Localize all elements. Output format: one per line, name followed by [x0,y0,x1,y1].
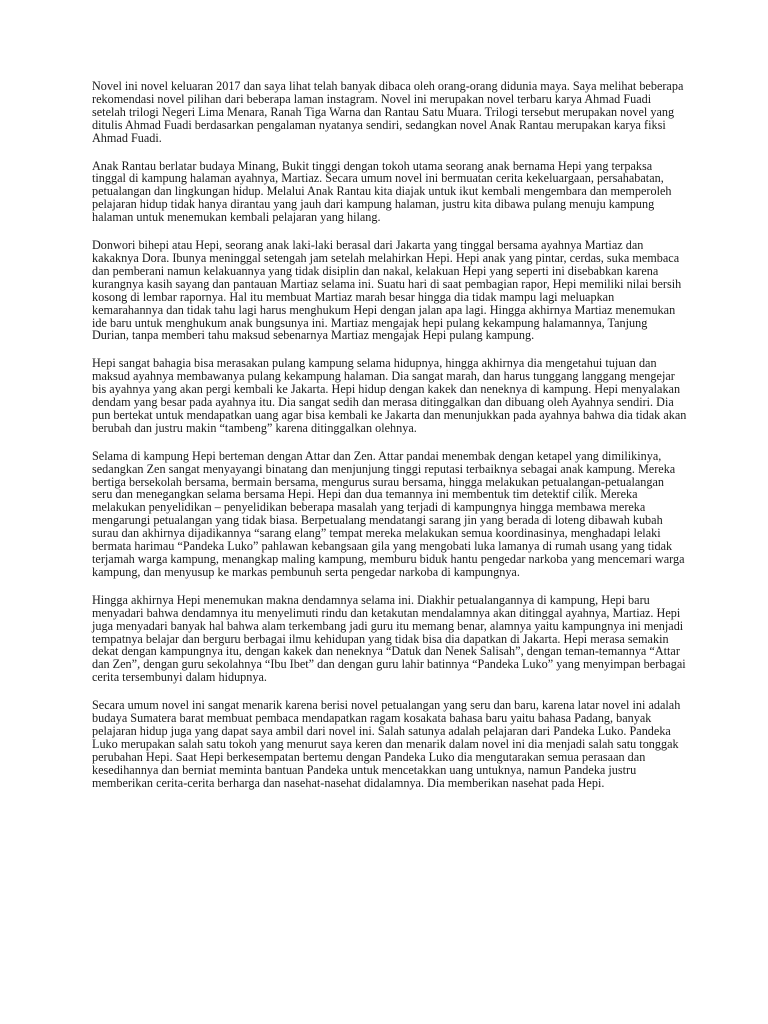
paragraph-hepi-background: Donwori bihepi atau Hepi, seorang anak laki-laki berasal dari Jakarta yang tinggal bersama ayahnya Martiaz dan kakaknya Dora. Ibunya meninggal setengah jam setelah melahirkan Hepi. Hepi anak yang pintar, cerdas, suka membaca dan pemberani namun kelakuannya yang tidak disiplin dan nakal, kelakuan Hepi yang seperti ini disebabkan karena kurangnya kasih sayang dan pantauan Martiaz selama ini. Suatu hari di saat pembagian rapor, Hepi memiliki nilai bersih kosong di lembar rapornya. Hal itu membuat Martiaz marah besar hingga dia tidak mampu lagi meluapkan kemarahannya dan tidak tahu lagi harus menghukum Hepi dengan jalan apa lagi. Hingga akhirnya Martiaz menemukan ide baru untuk menghukum anak bungsunya ini. Martiaz mengajak hepi pulang kekampung halamannya, Tanjung Durian, tanpa memberi tahu maksud sebenarnya Martiaz mengajak Hepi pulang kampung. [92,238,682,343]
paragraph-setting: Anak Rantau berlatar budaya Minang, Bukit tinggi dengan tokoh utama seorang anak bernama Hepi yang terpaksa tinggal di kampung halaman ayahnya, Martiaz. Secara umum novel ini bermuatan cerita kekeluargaan, persahabatan, petualangan dan lingkungan hidup. Melalui Anak Rantau kita diajak untuk ikut kembali mengembara dan memperoleh pelajaran hidup tidak hanya dirantau yang jauh dari kampung halaman, justru kita dibawa pulang menuju kampung halaman untuk menemukan kembali pelajaran yang hilang. [92,158,672,225]
paragraph-intro: Novel ini novel keluaran 2017 dan saya lihat telah banyak dibaca oleh orang-orang didunia maya. Saya melihat beberapa rekomendasi novel pilihan dari beberapa laman instagram. Novel ini merupakan novel terbaru karya Ahmad Fuadi setelah trilogi Negeri Lima Menara, Ranah Tiga Warna dan Rantau Satu Muara. Trilogi tersebut merupakan novel yang ditulis Ahmad Fuadi berdasarkan pengalaman nyatanya sendiri, sedangkan novel Anak Rantau merupakan karya fiksi Ahmad Fuadi. [92,79,684,145]
paragraph-realization: Hingga akhirnya Hepi menemukan makna dendamnya selama ini. Diakhir petualangannya di kampung, Hepi baru menyadari bahwa dendamnya itu menyelimuti rindu dan ketakutan mendalamnya akan ditinggal ayahnya, Martiaz. Hepi juga menyadari banyak hal bahwa alam terkembang jadi guru itu memang benar, alamnya yaitu kampungnya ini menjadi tempatnya belajar dan berguru berbagai ilmu kehidupan yang tidak bisa dia dapatkan di Jakarta. Hepi merasa semakin dekat dengan kampungnya itu, dengan kakek dan neneknya “Datuk dan Nenek Salisah”, dengan teman-temannya “Attar dan Zen”, dengan guru sekolahnya “Ibu Ibet” dan dengan guru lahir batinnya “Pandeka Luko” yang menyimpan berbagai cerita tersembunyi dalam hidupnya. [92,592,686,685]
paragraph-friends-adventures: Selama di kampung Hepi berteman dengan Attar dan Zen. Attar pandai menembak dengan ketapel yang dimilikinya, sedangkan Zen sangat menyayangi binatang dan menjunjung tinggi reputasi terbaiknya sebagai anak kampung. Mereka bertiga bersekolah bersama, bermain bersama, mengurus surau bersama, hingga melakukan petualangan-petualangan seru dan menegangkan selama bersama Hepi. Hepi dan dua temannya ini membentuk tim detektif cilik. Mereka melakukan penyelidikan – penyelidikan beberapa masalah yang terjadi di kampungnya hingga membawa mereka mengarungi petualangan yang tidak biasa. Berpetualang mendatangi sarang jin yang berada di loteng dibawah kubah surau dan akhirnya dijadikannya “sarang elang” tempat mereka melakukan semua koordinasinya, menghadapi lelaki bermata harimau “Pandeka Luko” pahlawan kebangsaan gila yang mengobati luka lamanya di rumah usang yang tidak terjamah warga kampung, menangkap maling kampung, memburu biduk hantu pengedar narkoba yang mencemari warga kampung, dan menyusup ke markas pembunuh serta pengedar narkoba di kampungnya. [92,448,685,579]
document-body [92,80,687,805]
paragraph-conclusion: Secara umum novel ini sangat menarik karena berisi novel petualangan yang seru dan baru, karena latar novel ini adalah budaya Sumatera barat membuat pembaca mendapatkan ragam kosakata bahasa baru yaitu bahasa Padang, banyak pelajaran hidup juga yang dapat saya ambil dari novel ini. Salah satunya adalah pelajaran dari Pandeka Luko. Pandeka Luko merupakan salah satu tokoh yang menurut saya keren dan menarik dalam novel ini dia menjadi salah satu tonggak perubahan Hepi. Saat Hepi berkesempatan bertemu dengan Pandeka Luko dia mengutarakan semua perasaan dan kesedihannya dan berniat meminta bantuan Pandeka untuk mencetakkan uang untuknya, namun Pandeka justru memberikan cerita-cerita berharga dan nasehat-nasehat didalamnya. Dia memberikan nasehat pada Hepi. [92,698,681,790]
paragraph-village-life: Hepi sangat bahagia bisa merasakan pulang kampung selama hidupnya, hingga akhirnya dia mengetahui tujuan dan maksud ayahnya membawanya pulang kekampung halaman. Dia sangat marah, dan harus tunggang langgang mengejar bis ayahnya yang akan pergi kembali ke Jakarta. Hepi hidup dengan kakek dan neneknya di kampung. Hepi menyalakan dendam yang besar pada ayahnya itu. Dia sangat sedih dan merasa ditinggalkan dan dibuang oleh Ayahnya sendiri. Dia pun bertekat untuk mendapatkan uang agar bisa kembali ke Jakarta dan menunjukkan pada ayahnya bahwa dia tidak akan berubah dan justru makin “tambeng” karena ditinggalkan olehnya. [92,356,687,435]
